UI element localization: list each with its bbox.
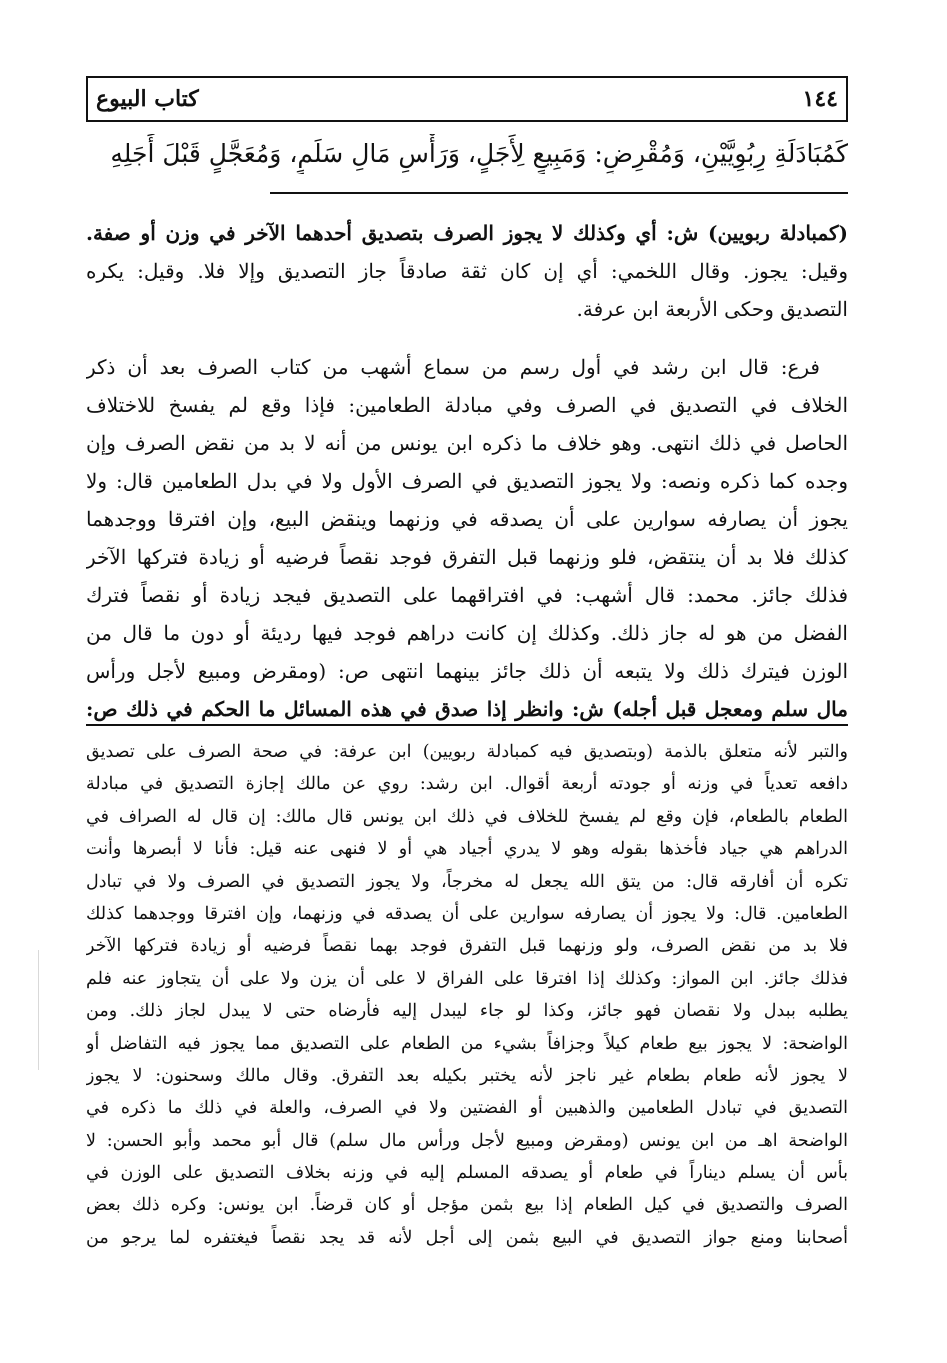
page-header [86,76,848,122]
footnote-line: لا يجوز لأنه طعام بطعام غير ناجز لأنه يختبر بكيله بعد التفرق. وقال مالك وسحنون: لا يجوز [86,1065,848,1086]
book-title: كتاب البيوع [96,86,199,112]
main-line: (كمبادلة ربويين) ش: أي وكذلك لا يجوز الصرف بتصديق أحدهما الآخر في وزن أو صفة. [86,221,848,245]
footnote-line: تكره أن أفارقه قال: من يتق الله يجعل له مخرجاً، ولا يجوز التصديق في الصرف ولا في تبادل [86,871,848,892]
footnote-line: التصديق في تبادل الطعامين والذهبين أو الفضتين ولا في الصرف، والعلة في ذلك ما ذكره في [86,1098,848,1119]
main-line: يجوز أن يصارفه سوارين على أن يصدقه في وزنهما وينقض البيع، وإن افترقا ووجدهما [86,507,848,531]
divider-rule-footnote [86,724,848,726]
main-line: وقيل: يجوز. وقال اللخمي: أي إن كان ثقة صادقاً جاز التصديق وإلا فلا. وقيل: يكره [86,259,848,283]
main-line: كذلك فلا بد أن ينتقض، فلو وزنهما قبل التفرق فوجد نقصاً فرضيه أو زيادة فتركها الآخر [86,545,848,569]
footnote-line: والتبر لأنه متعلق بالذمة (وبتصديق فيه كمبادلة ربويين) ابن عرفة: في صحة الصرف على تصديق [86,742,848,762]
footnote-line: فذلك جائز. ابن المواز: وكذلك إذا افترقا على الفراق لا على أن يزن ولا على أن يتجاوز عنه فلم [86,968,848,989]
footnote-block [86,736,848,1254]
footnote-line: الدراهم هي جياد فأخذها بقوله وهو لا يدري أجياد هي أو لا فنهى عنه قيل: فأنا لا أبصرها وأنت [86,839,848,860]
footnote-line: بأس أن يسلم ديناراً في طعام أو يصدقه المسلم إليه في وزنه بخلاف التصديق على الوزن في [86,1163,848,1184]
divider-rule-top [270,192,848,194]
main-line: الوزن فيترك ذلك ولا يتبعه أن ذلك جائز بينهما انتهى ص: (ومقرض ومبيع لأجل ورأس [86,659,848,683]
footnote-line: يطلبه ببدل ولا نقصان فهو جائز، وكذا لو جاء ليبدل إليه فأرضاه حتى لا يبدل لجاز ذلك. ومن [86,1001,848,1022]
main-line: الفضل من هو له جاز ذلك. وكذلك إن كانت دراهم فوجد فيها رديئة أو دون ما قال من [86,621,848,645]
main-commentary-branch [86,348,848,728]
page-number: ١٤٤ [802,86,838,112]
footnote-line: الطعام بالطعام، فإن وقع لم يفسخ للخلاف في ذلك ابن يونس قال مالك: إن قال له الصراف في [86,806,848,827]
scan-margin-mark [38,950,39,1070]
footnote-line: الصرف والتصديق في كيل الطعام إذا بيع بثمن مؤجل أو كان قرضاً. ابن يونس: وكره ذلك بعض [86,1195,848,1216]
footnote-line: دافعه تعدياً في وزنه أو جودته أربعة أقوال. ابن رشد: روي عن مالك إجازة التصديق في مبادلة [86,774,848,795]
matn-text: كَمُبَادَلَةِ رِبُوِيَّيْنِ، وَمُقْرِضٍ: وَمَبِيعٍ لِأَجَلٍ، وَرَأْسِ مَالِ سَلَمٍ، وَمُعَجَّلٍ قَبْلَ أَجَلِهِ [110,139,848,168]
main-line: وجده كما ذكره ونصه: ولا يجوز التصديق في الصرف الأول ولا في بدل الطعامين قال: ولا [86,469,848,493]
footnote-line: فلا بد من نقض الصرف، ولو وزنهما قبل التفرق فوجد بهما نقصاً فرضيه أو زيادة فتركها الآخر [86,936,848,957]
main-line: فرع: قال ابن رشد في أول رسم من سماع أشهب من كتاب الصرف بعد أن ذكر [86,355,820,379]
main-line: الحاصل في ذلك انتهى. وهو خلاف ما ذكره ابن يونس من أنه لا بد من نقض الصرف وإن [86,431,848,455]
footnote-line: أصحابنا ومنع جواز التصديق في البيع بثمن إلى أجل لأنه قد يجد نقصاً فيغتفره لما يرجو من [86,1227,848,1248]
main-commentary [86,214,848,328]
main-line: مال سلم ومعجل قبل أجله) ش: وانظر إذا صدق في هذه المسائل ما الحكم في ذلك ص: [86,697,848,721]
footnote-line: الواضحة: لا يجوز بيع طعام كيلاً وجزافاً بشيء من الطعام على التصديق مما يجوز فيه التفاضل أو [86,1033,848,1054]
main-lemma: كمبادلة ربويين) ش: أي وكذلك لا يجوز الصرف بتصديق أحدهما الآخر في وزن أو صفة. [86,221,839,245]
footnote-line: الطعامين. قال: ولا يجوز أن يصارفه سوارين على أن يصدقه في وزنهما، وإن افترقا ووجدهما كذلك [86,903,848,924]
main-line: التصديق وحكى الأربعة ابن عرفة. [576,297,848,321]
footnote-line: الواضحة اهـ من ابن يونس (ومقرض ومبيع لأجل ورأس مال سلم) قال أبو محمد وأبو الحسن: لا [86,1130,848,1151]
main-line: الخلاف في التصديق في الصرف وفي مبادلة الطعامين: فإذا وقع لم يفسخ للاختلاف [86,393,848,417]
main-line: فذلك جائز. محمد: قال أشهب: في افتراقهما على التصديق فيجد زيادة أو نقصاً فترك [86,583,848,607]
